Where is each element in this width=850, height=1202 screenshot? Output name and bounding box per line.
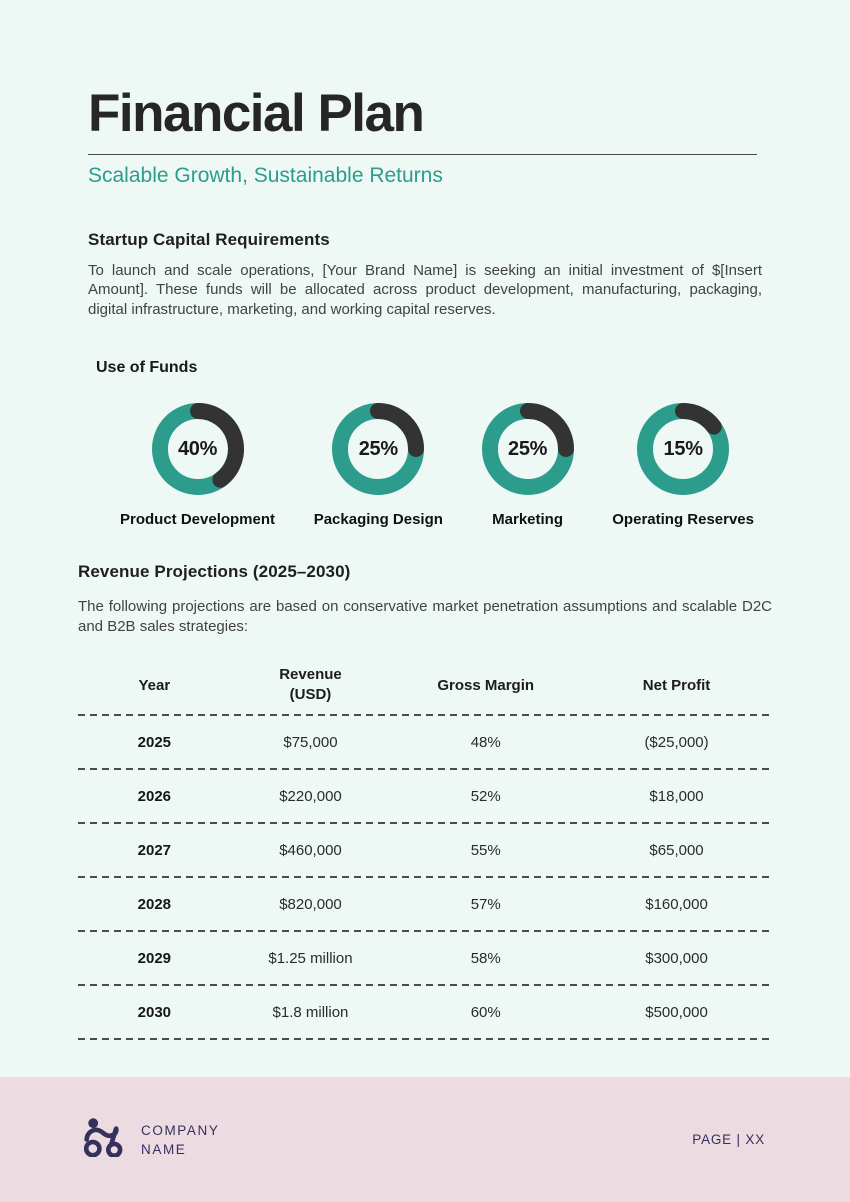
cell-year: 2027: [137, 841, 172, 859]
cell-year: 2025: [137, 733, 172, 751]
cell-net-profit: ($25,000): [644, 733, 709, 751]
page-number: PAGE | XX: [692, 1132, 765, 1147]
donut-chart: [332, 403, 424, 495]
cell-gross-margin: 58%: [470, 949, 501, 967]
cell-net-profit: $500,000: [645, 1003, 708, 1021]
cell-year: 2028: [137, 895, 172, 913]
table-divider: [78, 1038, 772, 1040]
table-header-year: Year: [138, 676, 171, 694]
use-of-funds-heading: Use of Funds: [96, 359, 198, 377]
cell-gross-margin: 52%: [470, 787, 501, 805]
cell-gross-margin: 55%: [470, 841, 501, 859]
table-row: [78, 716, 772, 768]
page-subtitle: Scalable Growth, Sustainable Returns: [88, 163, 443, 187]
header: [0, 0, 850, 188]
cell-revenue: $820,000: [279, 895, 342, 913]
cell-revenue: $75,000: [283, 733, 338, 751]
donut-label: Packaging Design: [313, 511, 443, 529]
donut-percent-value: 25%: [358, 437, 398, 460]
cell-revenue: $1.25 million: [268, 949, 353, 967]
cell-year: 2030: [137, 1003, 172, 1021]
donut-percent-value: 25%: [508, 437, 548, 460]
table-row: [78, 770, 772, 822]
table-row: [78, 824, 772, 876]
cell-net-profit: $300,000: [645, 949, 708, 967]
donut-label: Operating Reserves: [612, 511, 754, 529]
table-header-net-profit: Net Profit: [642, 676, 711, 694]
revenue-table: [78, 664, 772, 1040]
company-name-line1: COMPANY: [141, 1122, 220, 1138]
cell-revenue: $1.8 million: [272, 1003, 349, 1021]
donut-chart-row: [120, 403, 754, 528]
cell-gross-margin: 60%: [470, 1003, 501, 1021]
use-of-funds-section: [0, 319, 850, 528]
startup-capital-paragraph: To launch and scale operations, [Your Brand Name] is seeking an initial investment of $[Insert Amount]. These funds will be allocated across product development, manufacturing, packaging, digital infrastructure, marketing, and working capital reserves.: [88, 261, 762, 318]
cell-year: 2026: [137, 787, 172, 805]
donut-label: Product Development: [120, 511, 276, 529]
title-divider: [88, 154, 757, 155]
startup-capital-section: [0, 188, 850, 320]
revenue-projections-paragraph: The following projections are based on conservative market penetration assumptions and scalable D2C and B2B sales strategies:: [78, 598, 772, 635]
cell-revenue: $220,000: [279, 787, 342, 805]
table-row: [78, 986, 772, 1038]
cell-gross-margin: 48%: [470, 733, 501, 751]
cell-net-profit: $65,000: [649, 841, 704, 859]
page-title: Financial Plan: [88, 84, 424, 143]
donut-chart: [482, 403, 574, 495]
revenue-projections-heading: Revenue Projections (2025–2030): [78, 562, 351, 582]
cell-revenue: $460,000: [279, 841, 342, 859]
company-brand: [84, 1117, 219, 1162]
donut-label: Marketing: [492, 511, 564, 529]
company-name: [141, 1121, 219, 1159]
cyclist-icon: [84, 1117, 126, 1162]
cell-net-profit: $160,000: [645, 895, 708, 913]
cell-year: 2029: [137, 949, 172, 967]
startup-capital-heading: Startup Capital Requirements: [88, 229, 330, 249]
cell-net-profit: $18,000: [649, 787, 704, 805]
table-row: [78, 878, 772, 930]
table-header-revenue: Revenue (USD): [279, 666, 342, 704]
table-row: [78, 932, 772, 984]
fund-packaging-design: [314, 403, 443, 528]
revenue-projections-section: [0, 528, 850, 636]
donut-percent-value: 15%: [663, 437, 703, 460]
company-name-line2: NAME: [141, 1141, 187, 1157]
footer: [0, 1077, 850, 1202]
table-header-gross-margin: Gross Margin: [437, 676, 535, 694]
donut-chart: [152, 403, 244, 495]
donut-chart: [637, 403, 729, 495]
cell-gross-margin: 57%: [470, 895, 501, 913]
fund-marketing: [482, 403, 574, 528]
table-header-row: [78, 664, 772, 714]
fund-operating-reserves: [612, 403, 754, 528]
fund-product-development: [120, 403, 275, 528]
donut-percent-value: 40%: [177, 437, 218, 460]
